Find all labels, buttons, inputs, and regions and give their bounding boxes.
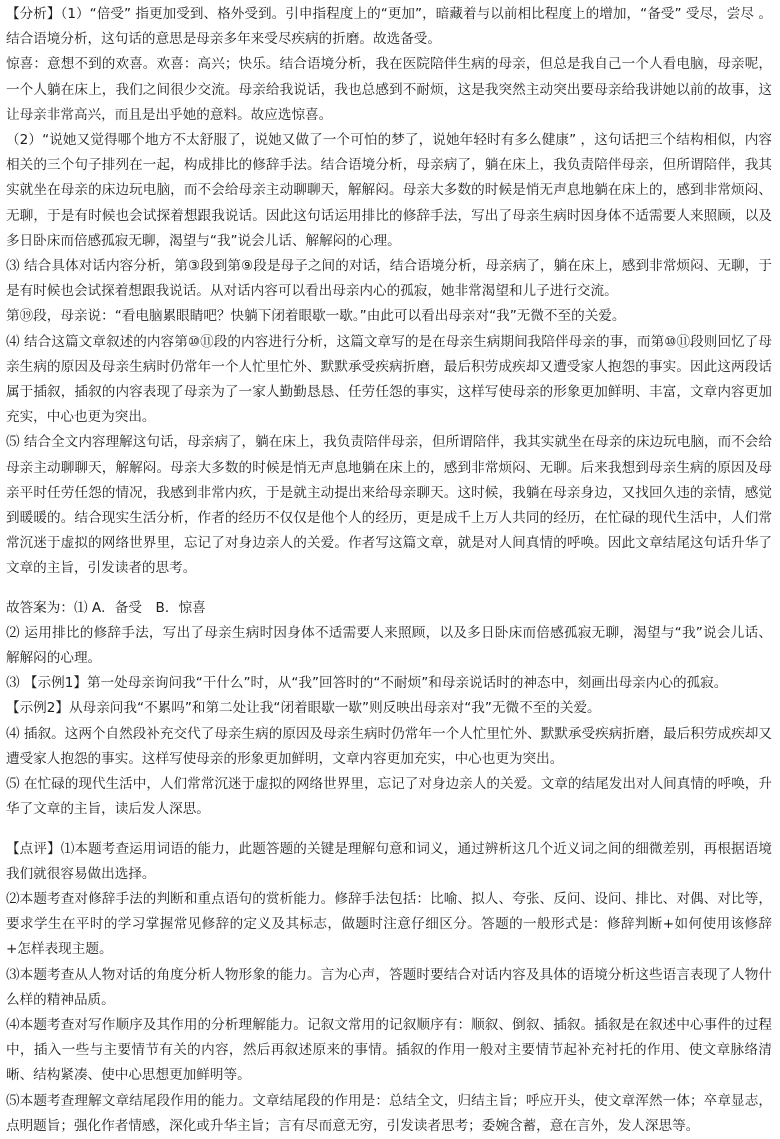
analysis-paragraph-1: 【分析】（1）“倍受” 指更加受到、格外受到。引申指程度上的“更加”，暗藏着与以前相比程度上的增加，“备受” 受尽，尝尽 。结合语境分析，这句话的意思是母亲多年来受尽疾病的折磨。故选备受。: [6, 6, 772, 48]
analysis-paragraph-3: （2）“说她又觉得哪个地方不太舒服了，说她又做了一个可怕的梦了，说她年轻时有多么健康” ，这句话把三个结构相似，内容相关的三个句子排列在一起，构成排比的修辞手法。结合语境分析，母亲病了，躺在床上，我负责陪伴母亲，但所谓陪伴，我其实就坐在母亲的床边玩电脑，而不会给母亲主动聊聊天，解解闷。母亲大多数的时候是悄无声息地躺在床上的，感到非常烦闷、无聊，于是有时候也会试探着想跟我说话。因此这句话运用排比的修辞手法，写出了母亲生病时因身体不适需要人来照顾，以及多日卧床而倍感孤寂无聊，渴望与“我”说会儿话、解解闷的心理。: [6, 132, 772, 249]
section-spacer: [6, 823, 772, 837]
comment-line-1: 【点评】⑴本题考查运用词语的能力，此题答题的关键是理解句意和词义，通过辨析这几个近义词之间的细微差别，再根据语境我们就很容易做出选择。: [6, 840, 772, 882]
analysis-paragraph-2: 惊喜：意想不到的欢喜。欢喜：高兴；快乐。结合语境分析，我在医院陪伴生病的母亲，但总是我自己一个人看电脑，母亲呢，一个人躺在床上，我们之间很少交流。母亲给我说话，我也总感到不耐烦，这是我突然主动突出要母亲给我讲她以前的故事，这让母亲非常高兴，而且是出乎她的意料。故应选惊喜。: [6, 56, 772, 123]
comment-line-3: ⑶本题考查从人物对话的角度分析人物形象的能力。言为心声，答题时要结合对话内容及具体的语境分析这些语言表现了人物什么样的精神品质。: [6, 966, 772, 1008]
analysis-paragraph-7: ⑸ 结合全文内容理解这句话，母亲病了，躺在床上，我负责陪伴母亲，但所谓陪伴，我其实就坐在母亲的床边玩电脑，而不会给母亲主动聊聊天，解解闷。母亲大多数的时候是悄无声息地躺在床上的，感到非常烦闷、无聊。后来我想到母亲生病的原因及母亲平时任劳任怨的情况，我感到非常内疚，于是就主动提出来给母亲聊天。这时候，我躺在母亲身边，又找回久违的亲情，感觉到暖暖的。结合现实生活分析，作者的经历不仅仅是他个人的经历，更是成千上万人共同的经历，在忙碌的现代生活中，人们常常沉迷于虚拟的网络世界里，忘记了对身边亲人的关爱。作者写这篇文章，就是对人间真情的呼唤。因此文章结尾这句话升华了文章的主旨，引发读者的思考。: [6, 434, 772, 577]
comment-line-2: ⑵本题考查对修辞手法的判断和重点语句的赏析能力。修辞手法包括：比喻、拟人、夸张、反问、设问、排比、对偶、对比等，要求学生在平时的学习掌握常见修辞的定义及其标志，做题时注意仔细区分。答题的一般形式是：修辞判断+如何使用该修辞+怎样表现主题。: [6, 890, 772, 958]
answer-line-1: 故答案为：⑴ A．备受 B．惊喜: [6, 599, 206, 616]
answer-line-3: ⑶ 【示例1】第一处母亲询问我“干什么”时，从“我”回答时的“不耐烦”和母亲说话时的神态中，刻画出母亲内心的孤寂。: [6, 675, 728, 692]
analysis-paragraph-4: ⑶ 结合具体对话内容分析，第③段到第⑨段是母子之间的对话，结合语境分析，母亲病了，躺在床上，感到非常烦闷、无聊，于是有时候也会试探着想跟我说话。从对话内容可以看出母亲内心的孤寂，她非常渴望和儿子进行交流。: [6, 258, 772, 300]
answer-line-5: ⑷ 插叙。这两个自然段补充交代了母亲生病的原因及母亲生病时仍常年一个人忙里忙外、默默承受疾病折磨，最后积劳成疾却又遭受家人抱怨的事实。这样写使母亲的形象更加鲜明，文章内容更加充实，中心也更为突出。: [6, 725, 772, 767]
analysis-paragraph-5: 第⑲段，母亲说：“看电脑累眼睛吧？快躺下闭着眼歇一歇。”由此可以看出母亲对“我”无微不至的关爱。: [6, 308, 626, 325]
answer-section: [6, 596, 772, 823]
analysis-section: [6, 2, 772, 582]
answer-line-4: 【示例2】从母亲问我“不累吗”和第二处让我“闭着眼歇一歇”则反映出母亲对“我”无微不至的关爱。: [6, 700, 601, 717]
answer-line-2: ⑵ 运用排比的修辞手法，写出了母亲生病时因身体不适需要人来照顾，以及多日卧床而倍感孤寂无聊，渴望与“我”说会儿话、解解闷的心理。: [6, 624, 772, 667]
answer-line-6: ⑸ 在忙碌的现代生活中，人们常常沉迷于虚拟的网络世界里，忘记了对身边亲人的关爱。文章的结尾发出对人间真情的呼唤，升华了文章的主旨，读后发人深思。: [6, 776, 772, 818]
section-spacer: [6, 582, 772, 596]
comment-line-5: ⑸本题考查理解文章结尾段作用的能力。文章结尾段的作用是：总结全文，归结主旨；呼应开头，使文章浑然一体；卒章显志，点明题旨；强化作者情感，深化或升华主旨；言有尽而意无穷，引发读者思考；委婉含蓄，意在言外，发人深思等。: [6, 1092, 772, 1134]
comment-section: [6, 837, 772, 1139]
analysis-paragraph-6: ⑷ 结合这篇文章叙述的内容第⑩⑪段的内容进行分析，这篇文章写的是在母亲生病期间我陪伴母亲的事，而第⑩⑪段则回忆了母亲生病的原因及母亲生病时仍常年一个人忙里忙外、默默承受疾病折磨，最后积劳成疾却又遭受家人抱怨的事实。因此这两段话属于插叙，插叙的内容表现了母亲为了一家人勤勤恳恳、任劳任怨的事实，这样写使母亲的形象更加鲜明、丰富，文章内容更加充实，中心也更为突出。: [6, 333, 772, 426]
comment-line-4: ⑷本题考查对写作顺序及其作用的分析理解能力。记叙文常用的记叙顺序有：顺叙、倒叙、插叙。插叙是在叙述中心事件的过程中，插入一些与主要情节有关的内容，然后再叙述原来的事情。插叙的作用一般对主要情节起补充衬托的作用、使文章脉络清晰、结构紧凑、使中心思想更加鲜明等。: [6, 1016, 772, 1084]
